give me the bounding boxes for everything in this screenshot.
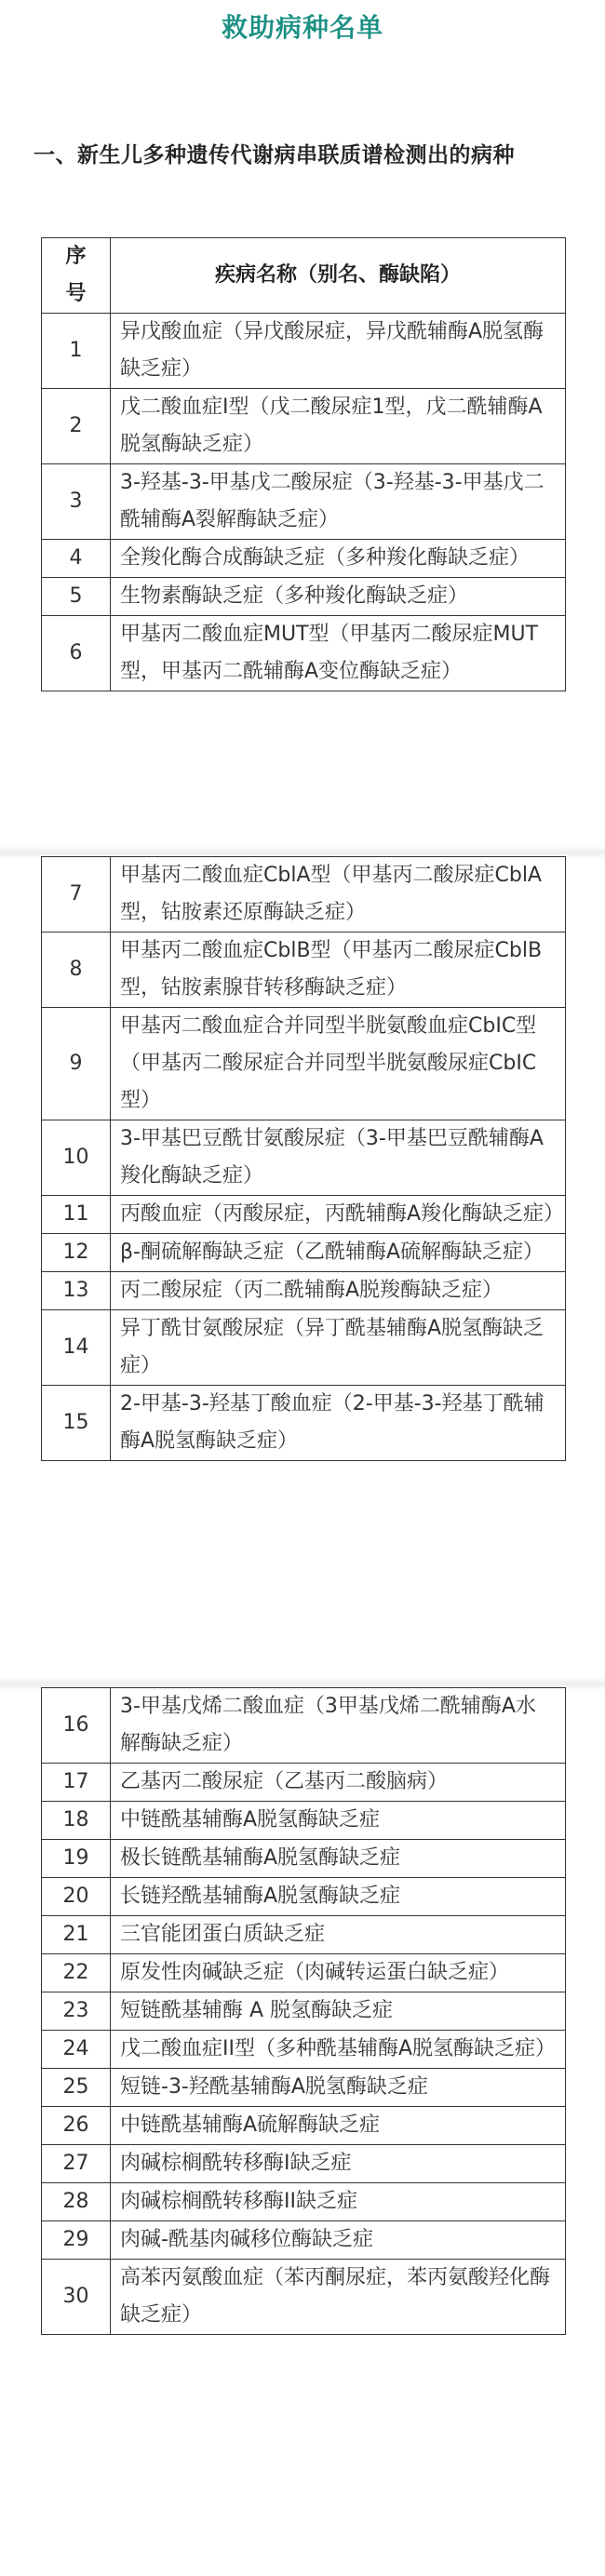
table-row bbox=[42, 1272, 566, 1310]
row-disease-name: 3-甲基戊烯二酸血症（3甲基戊烯二酰辅酶A水解酶缺乏症） bbox=[111, 1688, 566, 1764]
row-serial-number: 10 bbox=[42, 1120, 111, 1196]
row-disease-name: 肉碱棕榈酰转移酶I缺乏症 bbox=[111, 2145, 566, 2183]
row-serial-number: 9 bbox=[42, 1008, 111, 1120]
table-row bbox=[42, 1764, 566, 1802]
row-disease-name: 3-甲基巴豆酰甘氨酸尿症（3-甲基巴豆酰辅酶A羧化酶缺乏症） bbox=[111, 1120, 566, 1196]
table-row bbox=[42, 1954, 566, 1992]
row-serial-number: 15 bbox=[42, 1386, 111, 1461]
row-serial-number: 2 bbox=[42, 389, 111, 464]
row-disease-name: 甲基丙二酸血症CblB型（甲基丙二酸尿症CblB型，钴胺素腺苷转移酶缺乏症） bbox=[111, 932, 566, 1008]
table-row bbox=[42, 1992, 566, 2031]
table-row bbox=[42, 1196, 566, 1234]
row-disease-name: β-酮硫解酶缺乏症（乙酰辅酶A硫解酶缺乏症） bbox=[111, 1234, 566, 1272]
row-disease-name: 高苯丙氨酸血症（苯丙酮尿症，苯丙氨酸羟化酶缺乏症） bbox=[111, 2260, 566, 2335]
table-row bbox=[42, 2107, 566, 2145]
row-serial-number: 17 bbox=[42, 1764, 111, 1802]
row-disease-name: 乙基丙二酸尿症（乙基丙二酸脑病） bbox=[111, 1764, 566, 1802]
table-row bbox=[42, 1688, 566, 1764]
header-disease-name: 疾病名称（别名、酶缺陷） bbox=[111, 238, 566, 314]
row-serial-number: 22 bbox=[42, 1954, 111, 1992]
row-serial-number: 16 bbox=[42, 1688, 111, 1764]
disease-table-part-3 bbox=[41, 1687, 566, 2335]
row-disease-name: 戊二酸血症I型（戊二酸尿症1型，戊二酰辅酶A脱氢酶缺乏症） bbox=[111, 389, 566, 464]
row-disease-name: 异丁酰甘氨酸尿症（异丁酰基辅酶A脱氢酶缺乏症） bbox=[111, 1310, 566, 1386]
table-row bbox=[42, 1840, 566, 1878]
row-disease-name: 肉碱棕榈酰转移酶II缺乏症 bbox=[111, 2183, 566, 2221]
table-row bbox=[42, 1310, 566, 1386]
row-disease-name: 甲基丙二酸血症CblA型（甲基丙二酸尿症CblA型，钴胺素还原酶缺乏症） bbox=[111, 857, 566, 932]
table-row bbox=[42, 616, 566, 691]
row-serial-number: 25 bbox=[42, 2069, 111, 2107]
table-row bbox=[42, 1802, 566, 1840]
row-disease-name: 戊二酸血症II型（多种酰基辅酶A脱氢酶缺乏症） bbox=[111, 2031, 566, 2069]
table-row bbox=[42, 540, 566, 578]
table-header-row bbox=[42, 238, 566, 314]
row-serial-number: 29 bbox=[42, 2221, 111, 2260]
row-serial-number: 28 bbox=[42, 2183, 111, 2221]
row-disease-name: 短链酰基辅酶 A 脱氢酶缺乏症 bbox=[111, 1992, 566, 2031]
table-row bbox=[42, 464, 566, 540]
table-row bbox=[42, 2069, 566, 2107]
row-disease-name: 甲基丙二酸血症MUT型（甲基丙二酸尿症MUT型，甲基丙二酰辅酶A变位酶缺乏症） bbox=[111, 616, 566, 691]
table-row bbox=[42, 2183, 566, 2221]
row-serial-number: 11 bbox=[42, 1196, 111, 1234]
row-disease-name: 中链酰基辅酶A硫解酶缺乏症 bbox=[111, 2107, 566, 2145]
row-disease-name: 中链酰基辅酶A脱氢酶缺乏症 bbox=[111, 1802, 566, 1840]
row-disease-name: 肉碱-酰基肉碱移位酶缺乏症 bbox=[111, 2221, 566, 2260]
row-disease-name: 全羧化酶合成酶缺乏症（多种羧化酶缺乏症） bbox=[111, 540, 566, 578]
row-disease-name: 2-甲基-3-羟基丁酸血症（2-甲基-3-羟基丁酰辅酶A脱氢酶缺乏症） bbox=[111, 1386, 566, 1461]
table-row bbox=[42, 1234, 566, 1272]
row-serial-number: 20 bbox=[42, 1878, 111, 1916]
row-serial-number: 27 bbox=[42, 2145, 111, 2183]
row-serial-number: 6 bbox=[42, 616, 111, 691]
row-disease-name: 长链羟酰基辅酶A脱氢酶缺乏症 bbox=[111, 1878, 566, 1916]
row-serial-number: 18 bbox=[42, 1802, 111, 1840]
section-heading: 一、新生儿多种遗传代谢病串联质谱检测出的病种 bbox=[34, 143, 515, 168]
row-serial-number: 5 bbox=[42, 578, 111, 616]
table-row bbox=[42, 932, 566, 1008]
row-disease-name: 原发性肉碱缺乏症（肉碱转运蛋白缺乏症） bbox=[111, 1954, 566, 1992]
table-row bbox=[42, 578, 566, 616]
row-serial-number: 3 bbox=[42, 464, 111, 540]
row-disease-name: 生物素酶缺乏症（多种羧化酶缺乏症） bbox=[111, 578, 566, 616]
table-row bbox=[42, 1120, 566, 1196]
table-row bbox=[42, 2260, 566, 2335]
table-row bbox=[42, 314, 566, 389]
row-serial-number: 14 bbox=[42, 1310, 111, 1386]
page-title: 救助病种名单 bbox=[221, 12, 383, 43]
row-disease-name: 3-羟基-3-甲基戊二酸尿症（3-羟基-3-甲基戊二酰辅酶A裂解酶缺乏症） bbox=[111, 464, 566, 540]
disease-table-part-1 bbox=[41, 237, 566, 691]
table-row bbox=[42, 1878, 566, 1916]
row-serial-number: 24 bbox=[42, 2031, 111, 2069]
row-serial-number: 8 bbox=[42, 932, 111, 1008]
row-disease-name: 丙二酸尿症（丙二酰辅酶A脱羧酶缺乏症） bbox=[111, 1272, 566, 1310]
row-disease-name: 极长链酰基辅酶A脱氢酶缺乏症 bbox=[111, 1840, 566, 1878]
row-serial-number: 1 bbox=[42, 314, 111, 389]
disease-table-part-2 bbox=[41, 856, 566, 1461]
table-row bbox=[42, 2031, 566, 2069]
table-row bbox=[42, 1386, 566, 1461]
table-row bbox=[42, 2221, 566, 2260]
row-serial-number: 26 bbox=[42, 2107, 111, 2145]
row-serial-number: 19 bbox=[42, 1840, 111, 1878]
row-disease-name: 甲基丙二酸血症合并同型半胱氨酸血症CbIC型（甲基丙二酸尿症合并同型半胱氨酸尿症CbIC型） bbox=[111, 1008, 566, 1120]
row-serial-number: 13 bbox=[42, 1272, 111, 1310]
table-row bbox=[42, 857, 566, 932]
table-row bbox=[42, 2145, 566, 2183]
row-disease-name: 异戊酸血症（异戊酸尿症，异戊酰辅酶A脱氢酶缺乏症） bbox=[111, 314, 566, 389]
row-serial-number: 4 bbox=[42, 540, 111, 578]
table-row bbox=[42, 389, 566, 464]
row-disease-name: 短链-3-羟酰基辅酶A脱氢酶缺乏症 bbox=[111, 2069, 566, 2107]
row-disease-name: 丙酸血症（丙酸尿症，丙酰辅酶A羧化酶缺乏症） bbox=[111, 1196, 566, 1234]
row-serial-number: 23 bbox=[42, 1992, 111, 2031]
row-serial-number: 21 bbox=[42, 1916, 111, 1954]
row-serial-number: 12 bbox=[42, 1234, 111, 1272]
table-row bbox=[42, 1916, 566, 1954]
row-serial-number: 7 bbox=[42, 857, 111, 932]
row-serial-number: 30 bbox=[42, 2260, 111, 2335]
header-serial-number: 序 号 bbox=[42, 238, 111, 314]
row-disease-name: 三官能团蛋白质缺乏症 bbox=[111, 1916, 566, 1954]
table-row bbox=[42, 1008, 566, 1120]
